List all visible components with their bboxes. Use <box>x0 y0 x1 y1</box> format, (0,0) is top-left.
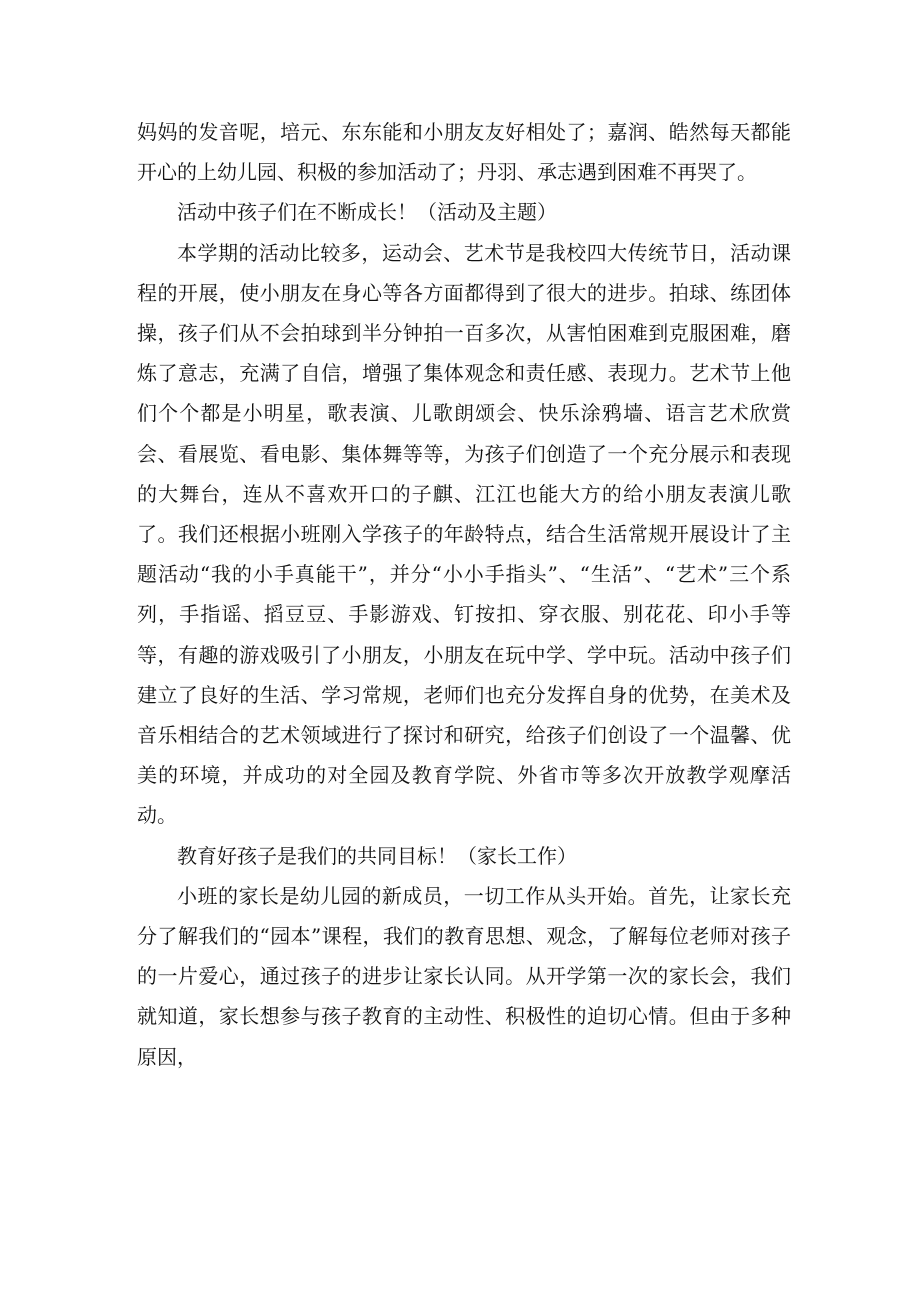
section-heading-parents: 教育好孩子是我们的共同目标！（家长工作） <box>177 843 577 868</box>
document-page <box>137 112 791 1077</box>
paragraph-parents: 小班的家长是幼儿园的新成员，一切工作从头开始。首先，让家长充分了解我们的“园本”课程，我们的教育思想、观念，了解每位老师对孩子的一片爱心，通过孩子的进步让家长认同。从开学第一次的家长会，我们就知道，家长想参与孩子教育的主动性、积极性的迫切心情。但由于多种原因， <box>137 883 791 1069</box>
paragraph-continuation: 妈妈的发音呢，培元、东东能和小朋友友好相处了；嘉润、皓然每天都能开心的上幼儿园、积极的参加活动了；丹羽、承志遇到困难不再哭了。 <box>137 120 791 185</box>
section-heading-activities: 活动中孩子们在不断成长！（活动及主题） <box>177 200 557 225</box>
paragraph-activities: 本学期的活动比较多，运动会、艺术节是我校四大传统节日，活动课程的开展，使小朋友在身心等各方面都得到了很大的进步。拍球、练团体操，孩子们从不会拍球到半分钟拍一百多次，从害怕困难到克服困难，磨炼了意志，充满了自信，增强了集体观念和责任感、表现力。艺术节上他们个个都是小明星，歌表演、儿歌朗颂会、快乐涂鸦墙、语言艺术欣赏会、看展览、看电影、集体舞等等，为孩子们创造了一个充分展示和表现的大舞台，连从不喜欢开口的子麒、江江也能大方的给小朋友表演儿歌了。我们还根据小班刚入学孩子的年龄特点，结合生活常规开展设计了主题活动“我的小手真能干”，并分“小小手指头”、“生活”、“艺术”三个系列，手指谣、搯豆豆、手影游戏、钉按扣、穿衣服、别花花、印小手等等，有趣的游戏吸引了小朋友，小朋友在玩中学、学中玩。活动中孩子们建立了良好的生活、学习常规，老师们也充分发挥自身的优势，在美术及音乐相结合的艺术领域进行了探讨和研究，给孩子们创设了一个温馨、优美的环境，并成功的对全园及教育学院、外省市等多次开放教学观摩活动。 <box>137 240 791 828</box>
